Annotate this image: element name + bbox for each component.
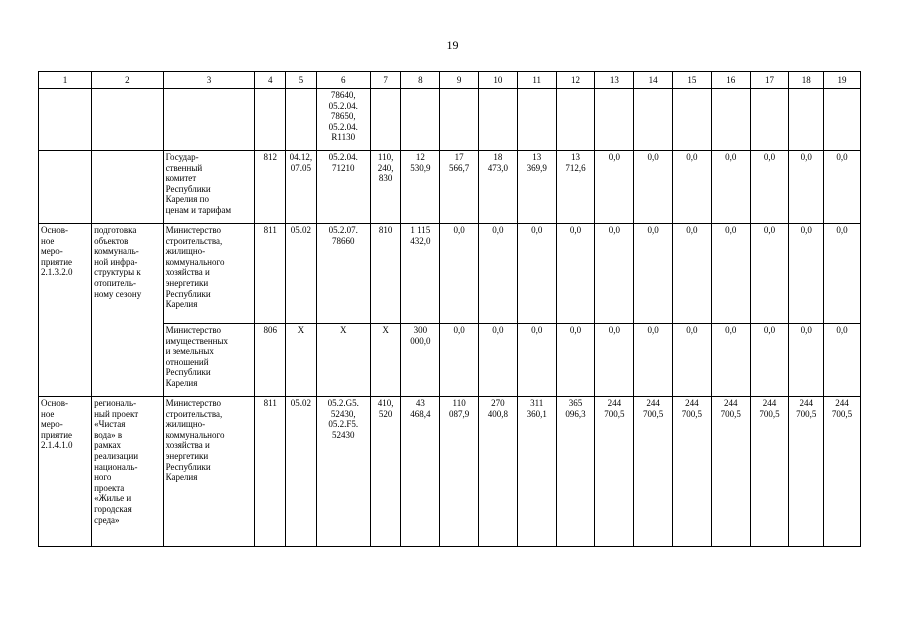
- amount-cell: 13 369,9: [517, 151, 556, 224]
- expense-type-cell: X: [370, 324, 401, 397]
- budget-table: [38, 71, 861, 547]
- section-code-cell: [286, 89, 317, 151]
- amount-cell: [479, 89, 518, 151]
- target-article-cell: 05.2.07. 78660: [316, 224, 370, 324]
- section-code-cell: 04.12, 07.05: [286, 151, 317, 224]
- grbs-code-cell: 812: [255, 151, 286, 224]
- amount-cell: 244 700,5: [789, 397, 824, 547]
- amount-cell: 0,0: [673, 224, 712, 324]
- header-cell: 14: [634, 72, 673, 89]
- target-article-cell: 05.2.G5. 52430, 05.2.F5. 52430: [316, 397, 370, 547]
- header-cell: 18: [789, 72, 824, 89]
- header-cell: 12: [556, 72, 595, 89]
- amount-cell: 0,0: [750, 151, 789, 224]
- amount-cell: 0,0: [711, 224, 750, 324]
- amount-cell: 0,0: [711, 324, 750, 397]
- amount-cell: 244 700,5: [711, 397, 750, 547]
- amount-cell: [824, 89, 861, 151]
- executor-cell: Государ- ственный комитет Республики Карелия по ценам и тарифам: [163, 151, 255, 224]
- page-number: 19: [446, 38, 459, 52]
- executor-cell: Министерство строительства, жилищно- коммунального хозяйства и энергетики Республики Карелия: [163, 397, 255, 547]
- amount-cell: 0,0: [824, 324, 861, 397]
- amount-cell: 18 473,0: [479, 151, 518, 224]
- amount-cell: 300 000,0: [401, 324, 440, 397]
- table-row: [39, 397, 861, 547]
- amount-cell: 0,0: [824, 224, 861, 324]
- header-cell: 6: [316, 72, 370, 89]
- header-cell: 8: [401, 72, 440, 89]
- expense-type-cell: 110, 240, 830: [370, 151, 401, 224]
- amount-cell: 0,0: [673, 151, 712, 224]
- amount-cell: [750, 89, 789, 151]
- header-cell: 13: [595, 72, 634, 89]
- header-cell: 15: [673, 72, 712, 89]
- header-cell: 5: [286, 72, 317, 89]
- amount-cell: 17 566,7: [440, 151, 479, 224]
- amount-cell: [440, 89, 479, 151]
- amount-cell: 0,0: [517, 324, 556, 397]
- measure-name-cell: региональ- ный проект «Чистая вода» в рамках реализации националь- ного проекта «Жилье и городская среда»: [92, 397, 163, 547]
- amount-cell: [673, 89, 712, 151]
- amount-cell: 0,0: [750, 324, 789, 397]
- amount-cell: 0,0: [634, 324, 673, 397]
- amount-cell: 110 087,9: [440, 397, 479, 547]
- expense-type-cell: [370, 89, 401, 151]
- header-cell: 2: [92, 72, 163, 89]
- amount-cell: 0,0: [634, 224, 673, 324]
- amount-cell: 0,0: [479, 224, 518, 324]
- header-cell: 4: [255, 72, 286, 89]
- amount-cell: 244 700,5: [824, 397, 861, 547]
- amount-cell: 0,0: [789, 324, 824, 397]
- section-code-cell: X: [286, 324, 317, 397]
- target-article-cell: 78640, 05.2.04. 78650, 05.2.04. R1130: [316, 89, 370, 151]
- amount-cell: 0,0: [595, 224, 634, 324]
- header-cell: 7: [370, 72, 401, 89]
- amount-cell: [517, 89, 556, 151]
- expense-type-cell: 810: [370, 224, 401, 324]
- measure-name-cell: [92, 151, 163, 224]
- amount-cell: [595, 89, 634, 151]
- amount-cell: 13 712,6: [556, 151, 595, 224]
- grbs-code-cell: 811: [255, 224, 286, 324]
- table-row: [39, 151, 861, 224]
- amount-cell: [711, 89, 750, 151]
- amount-cell: 1 115 432,0: [401, 224, 440, 324]
- measure-code-cell: Основ- ное меро- приятие 2.1.3.2.0: [39, 224, 92, 397]
- expense-type-cell: 410, 520: [370, 397, 401, 547]
- executor-cell: Министерство строительства, жилищно- коммунального хозяйства и энергетики Республики Карелия: [163, 224, 255, 324]
- target-article-cell: X: [316, 324, 370, 397]
- amount-cell: 0,0: [440, 224, 479, 324]
- amount-cell: 0,0: [440, 324, 479, 397]
- amount-cell: 244 700,5: [634, 397, 673, 547]
- amount-cell: [556, 89, 595, 151]
- measure-code-cell: [39, 151, 92, 224]
- grbs-code-cell: 806: [255, 324, 286, 397]
- grbs-code-cell: 811: [255, 397, 286, 547]
- amount-cell: 0,0: [556, 224, 595, 324]
- section-code-cell: 05.02: [286, 397, 317, 547]
- amount-cell: [634, 89, 673, 151]
- amount-cell: 244 700,5: [673, 397, 712, 547]
- measure-code-cell: [39, 89, 92, 151]
- header-cell: 9: [440, 72, 479, 89]
- table-row: [39, 89, 861, 151]
- header-row: [39, 72, 861, 89]
- amount-cell: 270 400,8: [479, 397, 518, 547]
- header-cell: 19: [824, 72, 861, 89]
- amount-cell: 0,0: [750, 224, 789, 324]
- amount-cell: 43 468,4: [401, 397, 440, 547]
- amount-cell: 311 360,1: [517, 397, 556, 547]
- amount-cell: 0,0: [595, 151, 634, 224]
- amount-cell: 0,0: [634, 151, 673, 224]
- amount-cell: [401, 89, 440, 151]
- amount-cell: 0,0: [711, 151, 750, 224]
- section-code-cell: 05.02: [286, 224, 317, 324]
- table-body: [39, 89, 861, 547]
- amount-cell: 244 700,5: [595, 397, 634, 547]
- measure-name-cell: подготовка объектов коммуналь- ной инфра- структуры к отопитель- ному сезону: [92, 224, 163, 397]
- amount-cell: 0,0: [556, 324, 595, 397]
- measure-code-cell: Основ- ное меро- приятие 2.1.4.1.0: [39, 397, 92, 547]
- table-row: [39, 224, 861, 324]
- amount-cell: 12 530,9: [401, 151, 440, 224]
- target-article-cell: 05.2.04. 71210: [316, 151, 370, 224]
- amount-cell: 244 700,5: [750, 397, 789, 547]
- amount-cell: [789, 89, 824, 151]
- header-cell: 10: [479, 72, 518, 89]
- amount-cell: 0,0: [517, 224, 556, 324]
- amount-cell: 0,0: [595, 324, 634, 397]
- header-cell: 3: [163, 72, 255, 89]
- amount-cell: 0,0: [789, 224, 824, 324]
- amount-cell: 365 096,3: [556, 397, 595, 547]
- header-cell: 11: [517, 72, 556, 89]
- measure-name-cell: [92, 89, 163, 151]
- amount-cell: 0,0: [789, 151, 824, 224]
- header-cell: 17: [750, 72, 789, 89]
- header-cell: 1: [39, 72, 92, 89]
- amount-cell: 0,0: [673, 324, 712, 397]
- amount-cell: 0,0: [479, 324, 518, 397]
- amount-cell: 0,0: [824, 151, 861, 224]
- grbs-code-cell: [255, 89, 286, 151]
- executor-cell: Министерство имущественных и земельных отношений Республики Карелия: [163, 324, 255, 397]
- executor-cell: [163, 89, 255, 151]
- header-cell: 16: [711, 72, 750, 89]
